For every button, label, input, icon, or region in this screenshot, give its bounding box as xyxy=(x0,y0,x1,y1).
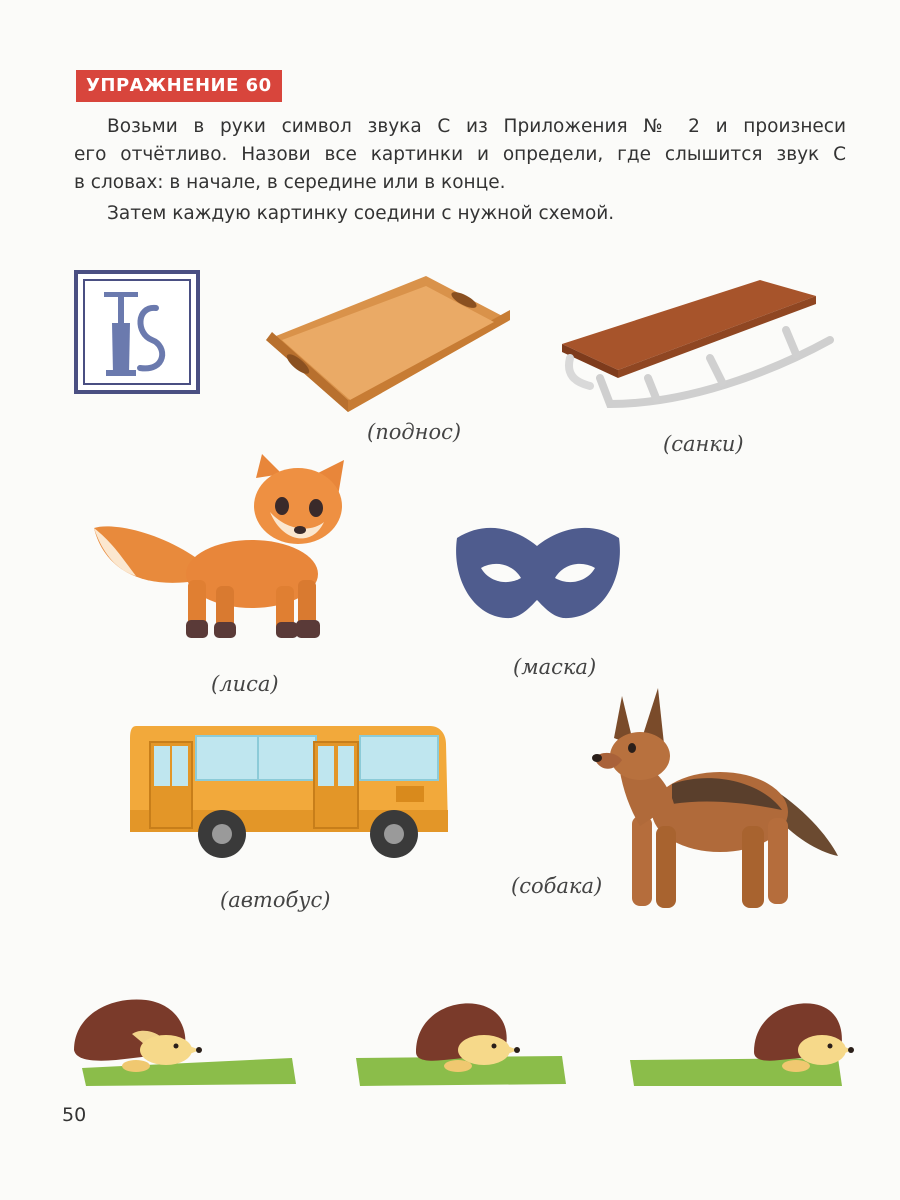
hedgehog-icon xyxy=(628,994,858,1086)
tray-icon xyxy=(258,272,518,420)
caption-sled: (санки) xyxy=(663,432,744,456)
instruction-line-2: его отчётливо. Назови все картинки и определи, где слышится звук С xyxy=(74,144,846,165)
instructions xyxy=(74,110,846,228)
caption-bus: (автобус) xyxy=(220,888,331,912)
hedgehog-icon xyxy=(72,994,302,1086)
caption-fox: (лиса) xyxy=(211,672,279,696)
mask-icon xyxy=(455,520,621,624)
dog-icon xyxy=(592,686,842,922)
bus-icon xyxy=(126,722,452,862)
picture-tray[interactable] xyxy=(258,272,518,424)
picture-mask[interactable] xyxy=(455,520,621,628)
page-number: 50 xyxy=(62,1104,87,1126)
picture-dog[interactable] xyxy=(592,686,842,926)
instruction-line-4: Затем каждую картинку соедини с нужной схемой. xyxy=(107,203,615,224)
sled-icon xyxy=(560,278,840,416)
exercise-badge: УПРАЖНЕНИЕ 60 xyxy=(76,70,282,102)
scheme-start[interactable] xyxy=(72,994,302,1090)
caption-tray: (поднос) xyxy=(367,420,462,444)
scheme-end[interactable] xyxy=(628,994,858,1090)
picture-fox[interactable] xyxy=(92,452,350,652)
sound-symbol-card[interactable] xyxy=(74,270,200,398)
hedgehog-icon xyxy=(354,994,584,1086)
picture-sled[interactable] xyxy=(560,278,840,420)
caption-mask: (маска) xyxy=(513,655,597,679)
fox-icon xyxy=(92,452,350,648)
instruction-line-3: в словах: в начале, в середине или в конце. xyxy=(74,172,506,193)
caption-dog: (собака) xyxy=(511,874,603,898)
scheme-middle[interactable] xyxy=(354,994,584,1090)
picture-bus[interactable] xyxy=(126,722,452,866)
instruction-line-1: Возьми в руки символ звука С из Приложения № 2 и произнеси xyxy=(107,116,846,137)
pump-symbol-icon xyxy=(74,270,200,394)
